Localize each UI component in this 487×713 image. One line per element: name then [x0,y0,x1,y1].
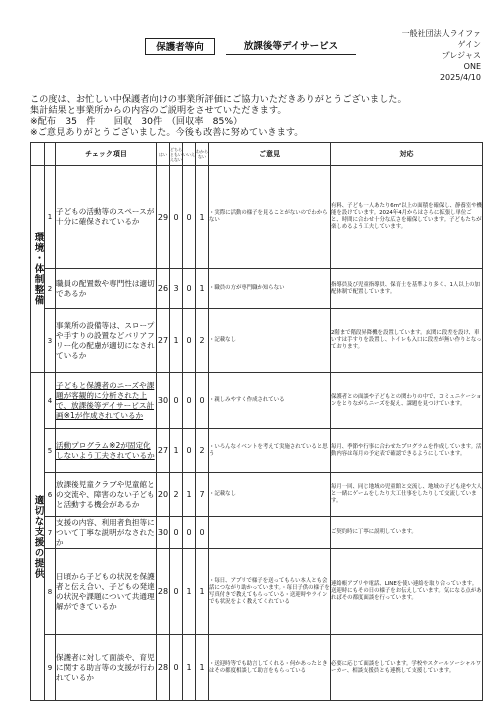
count-neither: 0 [170,635,183,701]
header-unknown: わからない [196,143,209,166]
check-item-text: 日頃から子どもの状況を保護者と伝え合い、子どもの発達の状況や課題について共通理解ができているか [56,549,157,635]
header-blank [31,143,45,166]
check-item-text: 子どもの活動等のスペースが十分に確保されているか [56,166,157,269]
category-environment: 環境・体制整備 [31,166,45,373]
count-unknown: 0 [196,517,209,549]
count-unknown: 1 [196,166,209,269]
org-line-2: ゲイン [457,40,481,49]
count-yes: 29 [157,166,170,269]
opinion-text: ・毎日、アプリで様子を送ってもらい本人とも会話につながり助かっています。・毎日子供の様子を写真付きで教えてもらっている・送迎時やラインでも状況をよく教えてくれている [209,549,331,635]
opinion-text: ・記載なし [209,309,331,373]
row-number: 1 [45,166,56,269]
count-no: 0 [183,309,196,373]
count-neither: 2 [170,473,183,517]
org-line-1: 一般社団法人ライファ [401,29,481,38]
count-neither: 1 [170,429,183,473]
count-yes: 30 [157,373,170,429]
table-row [31,473,483,517]
count-unknown: 2 [196,429,209,473]
table-row [31,309,483,373]
response-text: 必要に応じて面談をしています。学校やスクールソーシャルワーカー、相談支援員とも連携して支援しています。 [331,635,483,701]
count-no: 0 [183,517,196,549]
opinion-text: ・いろんなイベントを考えて実施されていると思う [209,429,331,473]
response-text: 連絡帳アプリや電話、LINEを使い連絡を取り合っています。送迎時にもその日の様子をお伝えしています。気になる点があればその都度面談を行っています。 [331,549,483,635]
count-no: 0 [183,269,196,309]
count-unknown: 7 [196,473,209,517]
opinion-text: ・親しみやすく作成されている [209,373,331,429]
check-item-text: 支援の内容、利用者負担等について丁寧な説明がなされたか [56,517,155,547]
header-response: 対応 [331,143,483,166]
header-no: いいえ [183,143,196,166]
document-title: 放課後等デイサービス [226,38,356,55]
count-neither: 0 [170,517,183,549]
header-neither: どちらともいえない [170,143,183,166]
check-item-text: 保護者に対して面談や、育児に関する助言等の支援が行われているか [56,635,157,701]
intro-line-2: 集計結果と事業所からの内容のご説明をさせていただきます。 [30,105,287,116]
check-item-text: 職員の配置数や専門性は適切であるか [56,269,157,309]
count-no: 0 [183,166,196,269]
intro-line-1: この度は、お忙しい中保護者向けの事業所評価にご協力いただきありがとうございました。 [30,94,407,105]
response-text: ご契約時に丁寧に説明しています。 [331,517,483,549]
header-blank-no [45,143,56,166]
count-yes: 26 [157,269,170,309]
response-text: 2階まで階段昇降機を設置しています。玄関に段差を設け、車いすは手すりを設置し、トイレも入口に段差が無い作りとなっております。 [331,309,483,373]
document-date: 2025/4/10 [439,73,481,82]
opinion-text: ・職員の方が専門職か知らない [209,269,331,309]
count-neither: 0 [170,373,183,429]
count-neither: 0 [170,549,183,635]
count-yes: 20 [157,473,170,517]
opinion-text [209,517,331,549]
response-text: 指導員及び児童指導員、保育士を基準より多く、1人以上の加配体制で配置しています。 [331,269,483,309]
row-number: 6 [45,473,56,517]
response-text: 毎月、季節や行事に合わせたプログラムを作成しています。活動内容は毎月の予定表で確認できるようにしています。 [331,429,483,473]
count-neither: 0 [170,166,183,269]
response-text: 有料、子ども一人あたり6m²以上の面積を確保し、静養室や機能を設けています。2024年4月からはさらに拡張し単位ごと、時間に合わせ十分な広さを確保しています。子どもたちが楽しめるよう工夫しています。 [331,166,483,269]
row-number: 7 [45,517,56,549]
count-no: 0 [183,429,196,473]
row-number: 5 [45,429,56,473]
header-opinion: ご意見 [209,143,331,166]
org-line-3: プレジャス [441,51,481,60]
intro-line-4: ※ご意見ありがとうございました。今後も改善に努めていきます。 [30,127,304,138]
check-item-text: 事業所の設備等は、スロープや手すりの設置などバリアフリー化の配慮が適切になされているか [56,309,157,373]
count-yes: 30 [157,517,170,549]
evaluation-table [30,142,483,701]
opinion-text: ・実際に活動の様子を見ることがないのでわからない [209,166,331,269]
document-tag: 保護者等向 [145,38,215,55]
count-neither: 1 [170,309,183,373]
table-row [31,429,483,473]
table-row [31,373,483,429]
table-row [31,166,483,269]
distribution-stats: ※配布 35 件 回収 30件 （回収率 85%） [30,116,243,127]
count-no: 0 [183,373,196,429]
count-no: 1 [183,635,196,701]
row-number: 4 [45,373,56,429]
count-unknown: 0 [196,373,209,429]
org-line-4: ONE [463,62,481,71]
check-item-text: 子どもと保護者のニーズや課題が客観的に分析された上で、放課後等デイサービス計画※1が作成されているか [56,373,157,429]
opinion-text: ・送迎時等でも助言してくれる・何かあったときはその都度相談して助言をもらっている [209,635,331,701]
count-unknown: 1 [196,635,209,701]
row-number: 3 [45,309,56,373]
count-yes: 28 [157,635,170,701]
header-check-item: チェック項目 [56,143,157,166]
count-no: 1 [183,473,196,517]
table-row [31,269,483,309]
response-text: 毎月一回、同じ地域の児童館と交流し、地域の子ども達や大人と一緒にゲームをしたり大工仕事をしたりして交流しています。 [331,473,483,517]
check-item-text: 活動プログラム※2が固定化しないよう工夫されているか [56,429,157,473]
count-unknown: 2 [196,309,209,373]
check-item-text: 放課後児童クラブや児童館との交流や、障害のない子どもと活動する機会があるか [56,473,157,517]
category-support: 適切な支援の提供 [31,373,45,701]
header-yes: はい [157,143,170,166]
table-header-row [31,143,483,166]
table-row [31,549,483,635]
table-row [31,517,483,549]
response-text: 保護者との面談や子どもとの関わりの中で、コミュニケーションをとりながらニーズを捉え、課題を見つけています。 [331,373,483,429]
count-neither: 3 [170,269,183,309]
count-unknown: 1 [196,549,209,635]
count-unknown: 1 [196,269,209,309]
count-yes: 28 [157,549,170,635]
row-number: 9 [45,635,56,701]
table-row [31,635,483,701]
count-no: 1 [183,549,196,635]
count-yes: 27 [157,309,170,373]
row-number: 2 [45,269,56,309]
opinion-text: ・記載なし [209,473,331,517]
count-yes: 27 [157,429,170,473]
row-number: 8 [45,549,56,635]
